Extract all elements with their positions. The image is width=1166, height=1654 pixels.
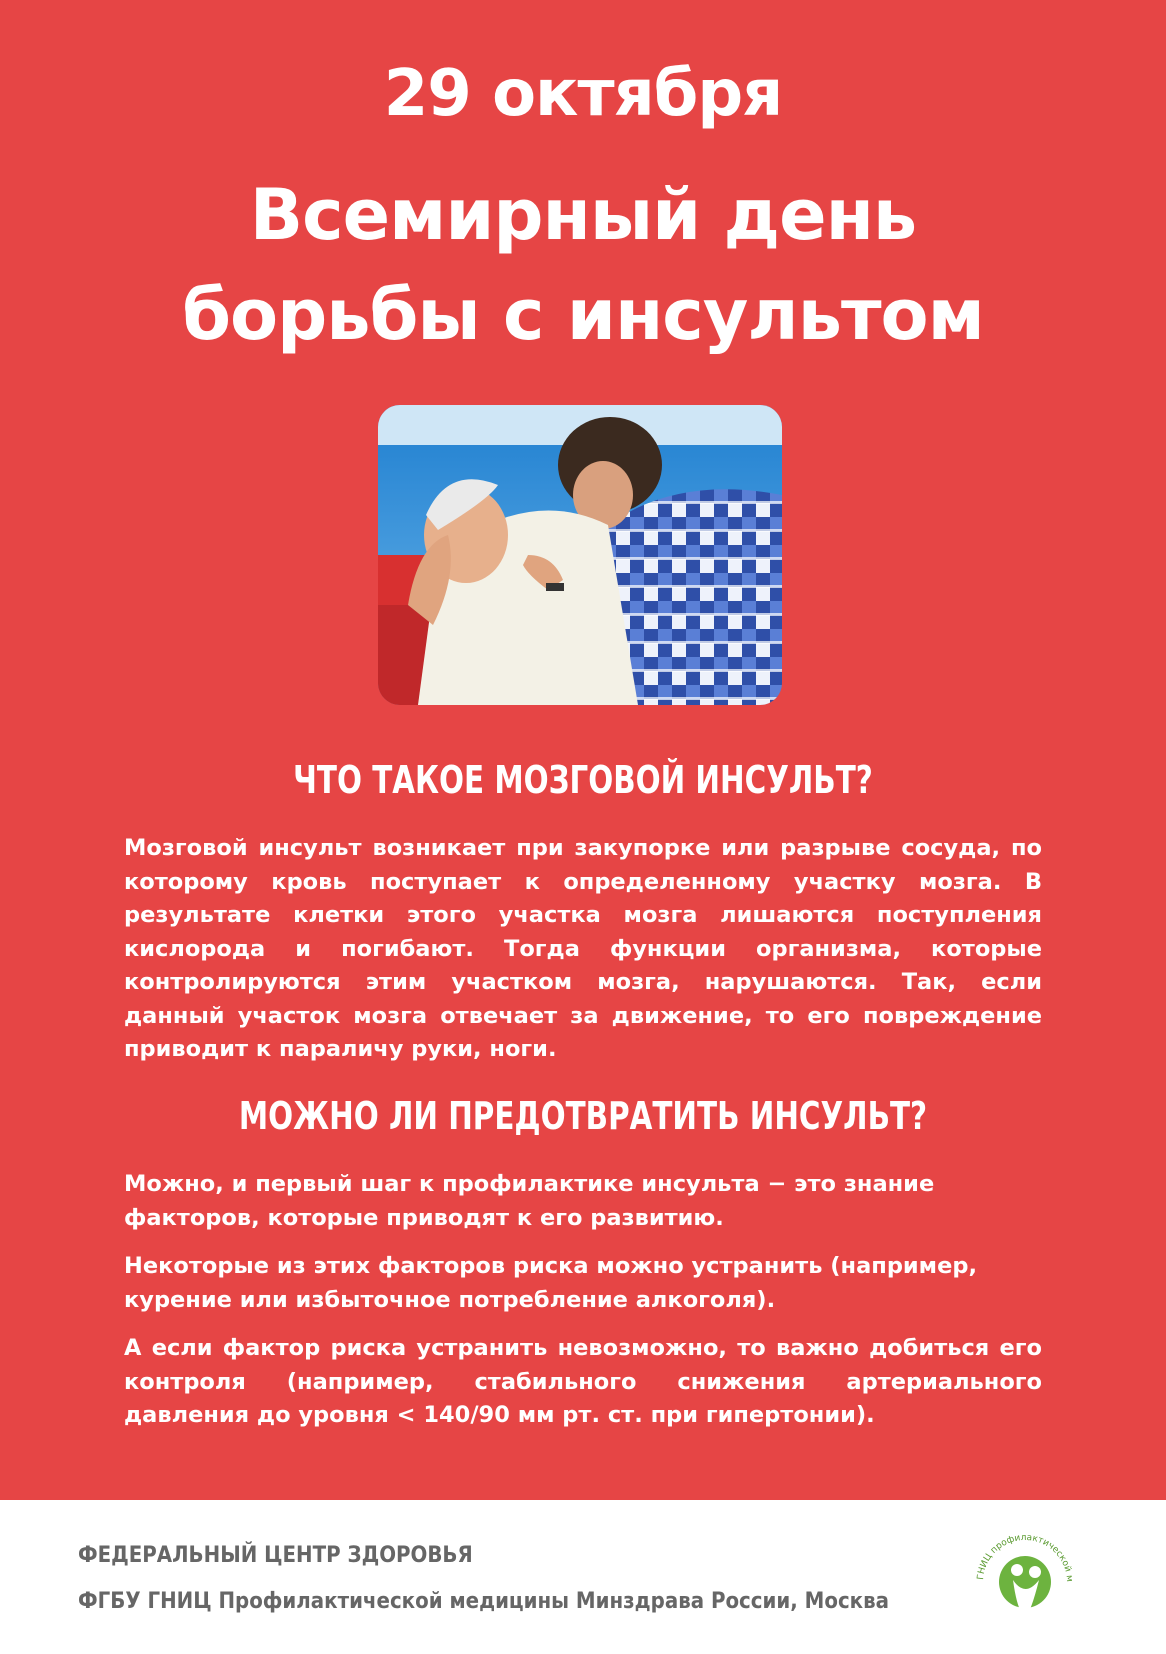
section-heading-what-is-stroke: ЧТО ТАКОЕ МОЗГОВОЙ ИНСУЛЬТ? <box>293 758 873 802</box>
prevention-paragraph-3: А если фактор риска устранить невозможно, то важно добиться его контроля (например, стабильного снижения артериального давления до уровня < 140/90 мм рт. ст. при гипертонии). <box>124 1335 1042 1428</box>
page-title-line-2: борьбы с инсультом <box>182 274 984 356</box>
page-title-line-1: Всемирный день <box>249 174 917 256</box>
footer-institution: ФГБУ ГНИЦ Профилактической медицины Минздрава России, Москва <box>78 1589 890 1614</box>
gnic-logo-icon <box>965 1520 1085 1640</box>
stroke-photo <box>378 405 782 705</box>
prevention-paragraph-2: Некоторые из этих факторов риска можно устранить (например, курение или избыточное потребление алкоголя). <box>124 1253 977 1313</box>
footer-organization: ФЕДЕРАЛЬНЫЙ ЦЕНТР ЗДОРОВЬЯ <box>78 1543 473 1568</box>
section-heading-prevention: МОЖНО ЛИ ПРЕДОТВРАТИТЬ ИНСУЛЬТ? <box>238 1094 928 1138</box>
section-paragraph-what-is-stroke: Мозговой инсульт возникает при закупорке или разрыве сосуда, по которому кровь поступает к определенному участку мозга. В результате клетки этого участка мозга лишаются поступления кислорода и погибают. Тогда функции организма, которые контролируются этим участком мозга, нарушаются. Так, если данный участок мозга отвечает за движение, то его повреждение приводит к параличу руки, ноги. <box>124 835 1042 1062</box>
event-date: 29 октября <box>383 57 783 131</box>
prevention-paragraph-1: Можно, и первый шаг к профилактике инсульта − это знание факторов, которые приводят к его развитию. <box>124 1171 935 1231</box>
svg-text:ГНИЦ профилактической медицины: ГНИЦ профилактической м <box>975 1532 1075 1583</box>
